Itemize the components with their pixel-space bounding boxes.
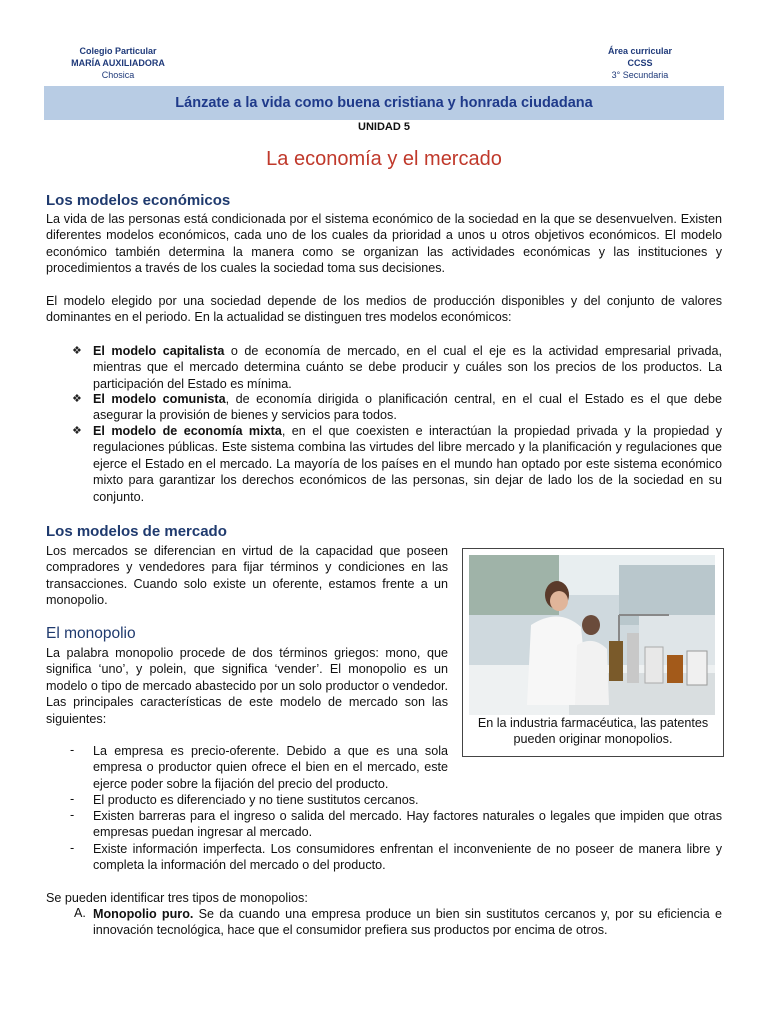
- characteristic-item: Existen barreras para el ingreso o salida del mercado. Hay factores naturales o legales que impiden que otras empresas puedan ingresar al mercado.: [93, 809, 722, 840]
- diamond-bullet-icon: ❖: [72, 345, 82, 357]
- bullet-text: , de economía dirigida o planificación central, en el cual el Estado es el que debe asegurar la provisión de bienes y servicios para todos.: [93, 392, 722, 423]
- section-heading-economic-models: Los modelos económicos: [46, 192, 231, 209]
- paragraph-monopoly-types-intro: Se pueden identificar tres tipos de monopolios:: [46, 891, 308, 905]
- type-text: Se da cuando una empresa produce un bien sin sustitutos cercanos y, por su eficiencia e innovación tecnológica, hace que el consumidor prefiera sus productos por encima de otros.: [93, 907, 722, 938]
- paragraph-market-models: Los mercados se diferencian en virtud de la capacidad que poseen compradores y vendedores para fijar términos y condiciones en las transacciones. Cuando solo existe un oferente, estamos frente a un monopolio.: [46, 544, 448, 608]
- characteristic-item: La empresa es precio-oferente. Debido a que es una sola empresa o productor quien ofrece el bien en el mercado, este ejerce poder sobre la fijación del precio del producto.: [93, 744, 448, 791]
- list-letter: A.: [74, 906, 86, 920]
- dash-marker: -: [70, 743, 75, 757]
- motto-banner: Lánzate a la vida como buena cristiana y honrada ciudadana: [44, 86, 724, 120]
- section-heading-monopoly: El monopolio: [46, 625, 136, 642]
- paragraph-economic-models-1: La vida de las personas está condicionada por el sistema económico de la sociedad en la que se desenvuelven. Existen diferentes modelos económicos, cada uno de los cuales da prioridad a unos u otros objetivos económicos. El modelo económico también determina la manera como se organizan las actividades económicas y las instituciones y procedimientos a través de los cuales la sociedad toma sus decisiones.: [46, 212, 722, 276]
- diamond-bullet-icon: ❖: [72, 393, 82, 405]
- characteristic-item: El producto es diferenciado y no tiene sustitutos cercanos.: [93, 793, 419, 807]
- dash-marker: -: [70, 841, 75, 855]
- school-location: Chosica: [101, 70, 135, 80]
- bullet-mixed-model: [93, 423, 722, 505]
- bullet-capitalist-model: [93, 343, 722, 392]
- dash-marker: -: [70, 792, 75, 806]
- paragraph-monopoly: La palabra monopolio procede de dos términos griegos: mono, que significa ‘uno’, y polein, que significa ‘vender’. El monopolio es un modelo o tipo de mercado abastecido por un solo productor o vendedor. Las principales características de este modelo de mercado son las siguientes:: [46, 646, 448, 726]
- section-heading-market-models: Los modelos de mercado: [46, 523, 227, 540]
- paragraph-economic-models-2: El modelo elegido por una sociedad depende de los medios de producción disponibles y del conjunto de valores dominantes en el periodo. En la actualidad se distinguen tres modelos económicos:: [46, 294, 722, 325]
- figure-caption: En la industria farmacéutica, las patentes pueden originar monopolios.: [477, 716, 709, 747]
- bullet-text: , en el que coexisten e interactúan la propiedad privada y la propiedad y regulaciones públicas. Este sistema combina las virtudes del libre mercado y la planificación y regulaciones que ejerce el Estado en el mercado. La mayoría de los países en el mundo han optado por este sistema económico mixto para garantizar los derechos económicos de las personas, sin dejar de lado los de la sociedad en su conjunto.: [93, 424, 722, 504]
- grade-level: 3° Secundaria: [611, 70, 669, 80]
- bullet-bold-term: El modelo comunista: [93, 392, 226, 406]
- course-name: CCSS: [627, 58, 653, 68]
- dash-marker: -: [70, 808, 75, 822]
- figure-pharma-lab: [462, 548, 724, 757]
- monopoly-type-pure: [93, 906, 722, 939]
- school-type: Colegio Particular: [79, 46, 157, 56]
- course-header: [604, 45, 676, 81]
- bullet-communist-model: [93, 391, 722, 424]
- diamond-bullet-icon: ❖: [72, 425, 82, 437]
- bullet-bold-term: El modelo de economía mixta: [93, 424, 282, 438]
- bullet-text: o de economía de mercado, en el cual el eje es la actividad empresarial privada, mientras que el mercado determina cuánto se debe producir y cuáles son los precios de los productos. La participación del Estado es mínima.: [93, 344, 723, 391]
- school-name: MARÍA AUXILIADORA: [71, 58, 165, 68]
- bullet-bold-term: El modelo capitalista: [93, 344, 225, 358]
- type-bold-term: Monopolio puro.: [93, 907, 194, 921]
- curricular-area-label: Área curricular: [607, 46, 673, 56]
- lab-photo: [469, 555, 715, 715]
- school-header: [68, 45, 168, 81]
- page-title: La economía y el mercado: [266, 148, 502, 170]
- unit-label: UNIDAD 5: [358, 121, 410, 133]
- characteristic-item: Existe información imperfecta. Los consumidores enfrentan el inconveniente de no poseer de manera libre y completa la información del mercado o del producto.: [93, 842, 722, 873]
